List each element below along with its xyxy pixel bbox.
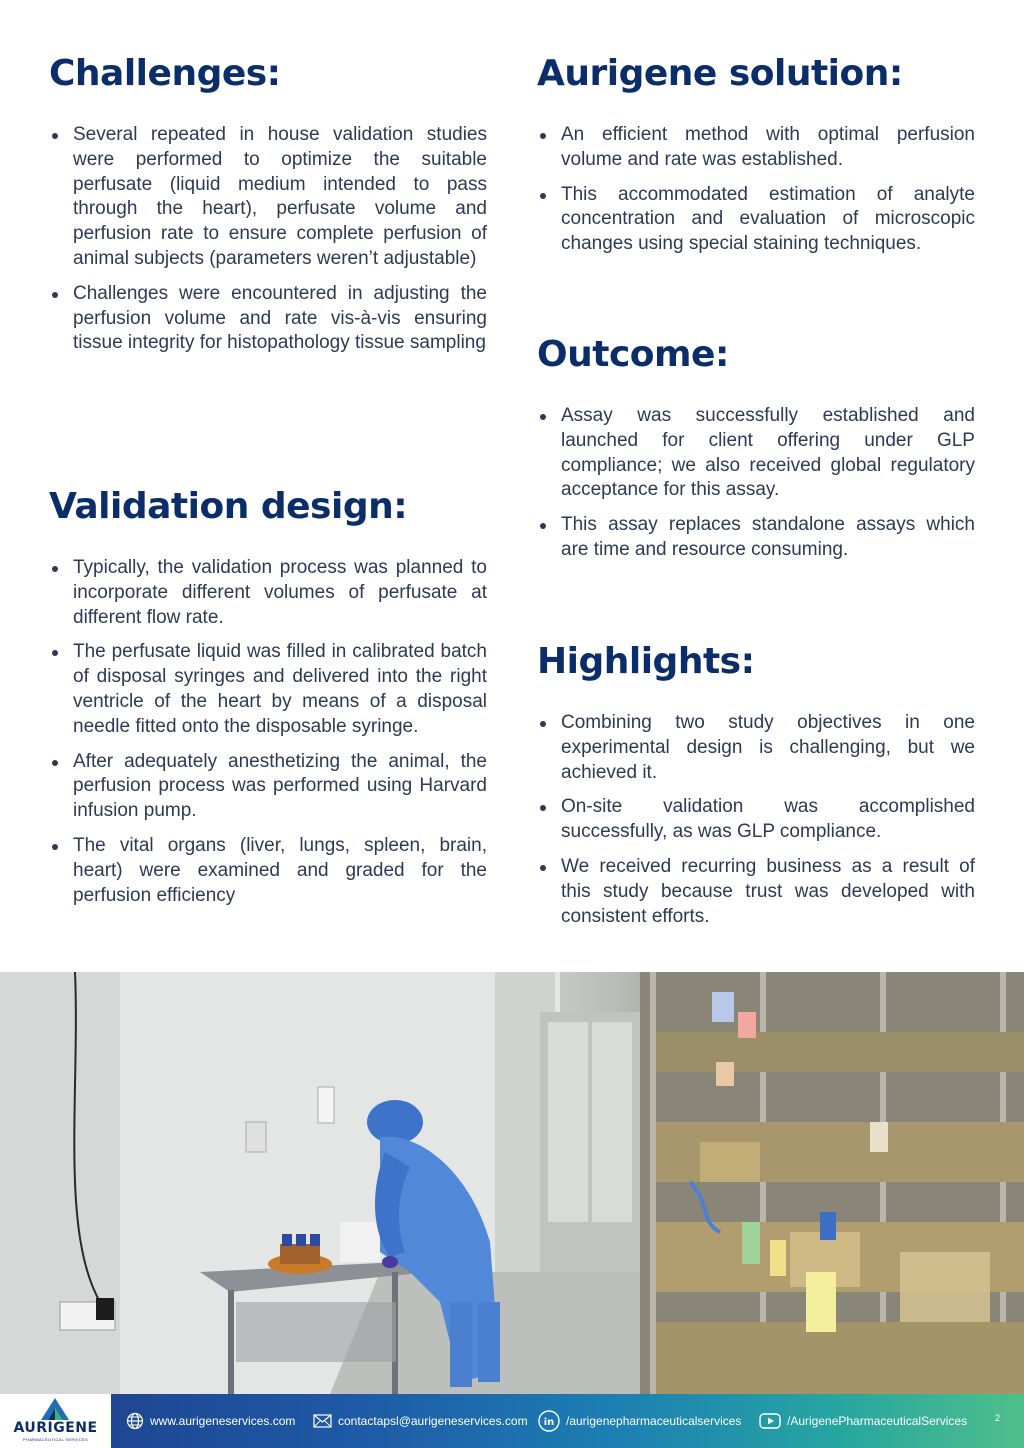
aurigene-logo-icon (38, 1397, 72, 1421)
challenges-heading: Challenges: (49, 53, 281, 94)
aurigene-logo[interactable] (0, 1394, 111, 1448)
highlights-section (537, 640, 975, 939)
envelope-icon (313, 1414, 332, 1428)
validation-design-item: The vital organs (liver, lungs, spleen, brain, heart) were examined and graded for the perfusion efficiency (49, 834, 487, 908)
lab-scene-illustration (0, 972, 1024, 1394)
footer-website-text: www.aurigeneservices.com (150, 1414, 296, 1428)
highlights-heading: Highlights: (537, 641, 755, 682)
logo-subtext: PHARMACEUTICAL SERVICES (23, 1437, 88, 1442)
footer-youtube-text: /AurigenePharmaceuticalServices (787, 1414, 968, 1428)
highlights-list (537, 711, 975, 929)
svg-text:in: in (543, 1417, 555, 1428)
highlights-item: We received recurring business as a result of this study because trust was developed with consistent efforts. (537, 855, 975, 929)
footer-youtube-link[interactable] (759, 1394, 967, 1448)
challenges-section (49, 52, 487, 366)
lab-photo (0, 972, 1024, 1394)
footer-email-link[interactable] (313, 1394, 528, 1448)
solution-item: This accommodated estimation of analyte concentration and evaluation of microscopic changes using special staining techniques. (537, 183, 975, 257)
footer-website-link[interactable] (126, 1394, 295, 1448)
outcome-section (537, 333, 975, 573)
solution-section (537, 52, 975, 267)
validation-design-item: The perfusate liquid was filled in calibrated batch of disposal syringes and delivered into the right ventricle of the heart by means of a disposal needle fitted onto the disposable syringe. (49, 640, 487, 739)
solution-item: An efficient method with optimal perfusion volume and rate was established. (537, 123, 975, 173)
validation-design-heading: Validation design: (49, 486, 408, 527)
logo-wordmark: AURIGENE (13, 1420, 98, 1436)
solution-list (537, 123, 975, 257)
challenges-item: Several repeated in house validation studies were performed to optimize the suitable perfusate (liquid medium intended to pass through the heart), perfusate volume and perfusion rate to ensure complete perfusion of animal subjects (parameters weren’t adjustable) (49, 123, 487, 272)
footer-linkedin-link[interactable] (538, 1394, 741, 1448)
highlights-item: Combining two study objectives in one experimental design is challenging, but we achieved it. (537, 711, 975, 785)
outcome-item: Assay was successfully established and launched for client offering under GLP compliance; we also received global regulatory acceptance for this assay. (537, 404, 975, 503)
footer-email-text: contactapsl@aurigeneservices.com (338, 1414, 528, 1428)
validation-design-list (49, 556, 487, 908)
validation-design-item: Typically, the validation process was planned to incorporate different volumes of perfusate at different flow rate. (49, 556, 487, 630)
outcome-item: This assay replaces standalone assays which are time and resource consuming. (537, 513, 975, 563)
footer-bar (0, 1394, 1024, 1448)
footer-linkedin-text: /aurigenepharmaceuticalservices (566, 1414, 742, 1428)
challenges-list (49, 123, 487, 356)
solution-heading: Aurigene solution: (537, 53, 903, 94)
outcome-heading: Outcome: (537, 334, 729, 375)
globe-icon (126, 1412, 144, 1430)
challenges-item: Challenges were encountered in adjusting the perfusion volume and rate vis-à-vis ensuring tissue integrity for histopathology tissue sampling (49, 282, 487, 356)
highlights-item: On-site validation was accomplished successfully, as was GLP compliance. (537, 795, 975, 845)
linkedin-icon (538, 1410, 560, 1432)
validation-design-item: After adequately anesthetizing the animal, the perfusion process was performed using Harvard infusion pump. (49, 750, 487, 824)
validation-design-section (49, 485, 487, 918)
page-number: 2 (994, 1413, 1000, 1423)
youtube-play-icon (759, 1413, 781, 1429)
outcome-list (537, 404, 975, 563)
